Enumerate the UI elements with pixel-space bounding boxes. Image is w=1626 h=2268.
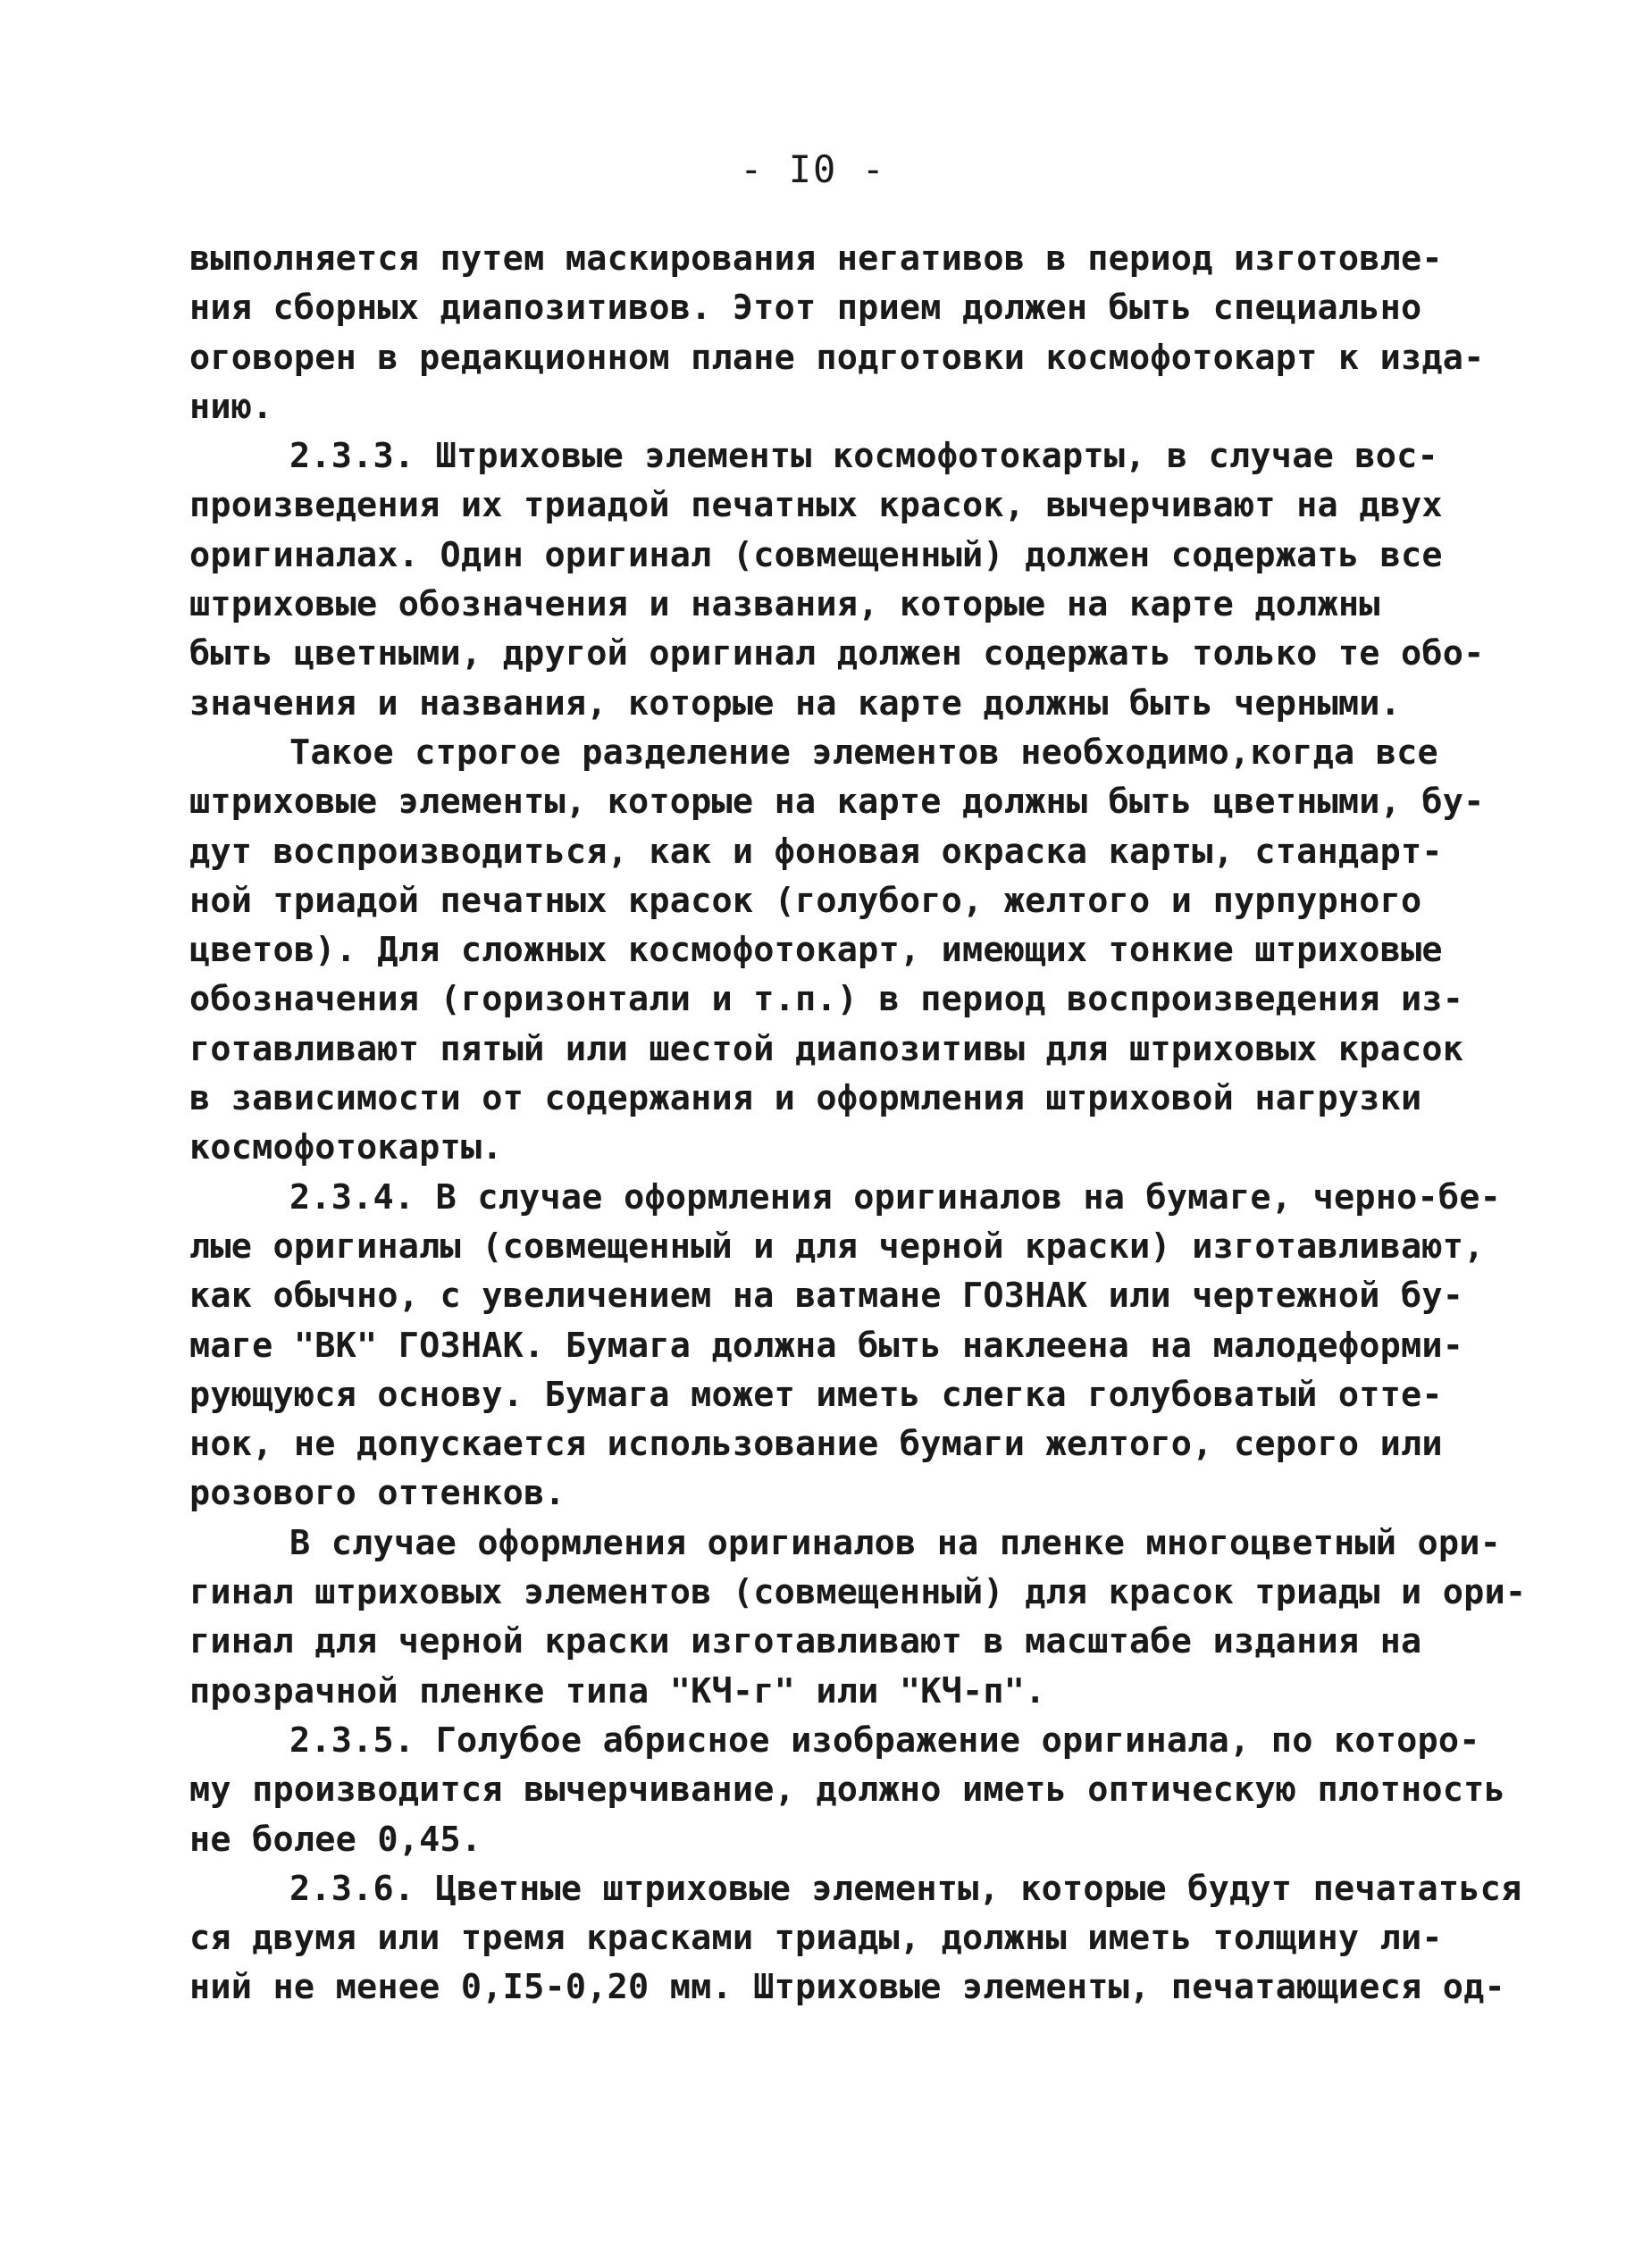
text-line: му производится вычерчивание, должно иметь оптическую плотность (189, 1770, 1505, 1811)
body-text (189, 234, 1527, 2013)
page-number: - I0 - (740, 147, 886, 191)
text-line: штриховые элементы, которые на карте должны быть цветными, бу- (189, 782, 1485, 823)
paragraph-start-line: Такое строгое разделение элементов необходимо,когда все (289, 732, 1438, 773)
text-line: быть цветными, другой оригинал должен содержать только те обо- (189, 633, 1485, 674)
text-line: лые оригиналы (совмещенный и для черной краски) изготавливают, (189, 1226, 1485, 1267)
text-line: оговорен в редакционном плане подготовки космофотокарт к изда- (189, 337, 1485, 378)
paragraph-start-line: В случае оформления оригиналов на пленке многоцветный ори- (289, 1522, 1501, 1563)
text-line: ний не менее 0,I5-0,20 мм. Штриховые элементы, печатающиеся од- (189, 1967, 1505, 2008)
text-line: оригиналах. Один оригинал (совмещенный) должен содержать все (189, 534, 1443, 575)
section-2-3-3-heading-line: 2.3.3. Штриховые элементы космофотокарты, в случае вос- (289, 436, 1438, 477)
section-2-3-4-heading-line: 2.3.4. В случае оформления оригиналов на бумаге, черно-бе- (289, 1176, 1501, 1218)
text-line: прозрачной пленке типа "КЧ-г" или "КЧ-п". (189, 1670, 1046, 1711)
text-line: гинал для черной краски изготавливают в масштабе издания на (189, 1621, 1422, 1662)
text-line: значения и названия, которые на карте должны быть черными. (189, 682, 1401, 724)
text-line: нию. (189, 386, 273, 427)
text-line: обозначения (горизонтали и т.п.) в период воспроизведения из- (189, 979, 1464, 1020)
section-2-3-6-heading-line: 2.3.6. Цветные штриховые элементы, которые будут печататься (289, 1868, 1522, 1909)
text-line: маге "ВК" ГОЗНАК. Бумага должна быть наклеена на малодеформи- (189, 1325, 1464, 1366)
text-line: готавливают пятый или шестой диапозитивы для штриховых красок (189, 1028, 1464, 1069)
text-line: цветов). Для сложных космофотокарт, имеющих тонкие штриховые (189, 930, 1443, 971)
text-line: штриховые обозначения и названия, которые на карте должны (189, 584, 1380, 625)
text-line: произведения их триадой печатных красок, вычерчивают на двух (189, 485, 1443, 526)
text-line: ной триадой печатных красок (голубого, желтого и пурпурного (189, 880, 1422, 921)
text-line: гинал штриховых элементов (совмещенный) для красок триады и ори- (189, 1572, 1527, 1613)
text-line: ния сборных диапозитивов. Этот прием должен быть специально (189, 288, 1422, 329)
text-line: ся двумя или тремя красками триады, должны иметь толщину ли- (189, 1918, 1443, 1959)
text-line: выполняется путем маскирования негативов в период изготовле- (189, 239, 1443, 279)
text-line: нок, не допускается использование бумаги желтого, серого или (189, 1424, 1443, 1465)
text-line: рующуюся основу. Бумага может иметь слегка голубоватый отте- (189, 1374, 1443, 1415)
text-line: как обычно, с увеличением на ватмане ГОЗНАК или чертежной бу- (189, 1276, 1464, 1317)
section-2-3-5-heading-line: 2.3.5. Голубое абрисное изображение оригинала, по которо- (289, 1720, 1480, 1761)
text-line: не более 0,45. (189, 1819, 482, 1860)
text-line: дут воспроизводиться, как и фоновая окраска карты, стандарт- (189, 831, 1443, 872)
text-line: в зависимости от содержания и оформления штриховой нагрузки (189, 1078, 1422, 1119)
text-line: розового оттенков. (189, 1473, 566, 1514)
text-line: космофотокарты. (189, 1127, 503, 1168)
